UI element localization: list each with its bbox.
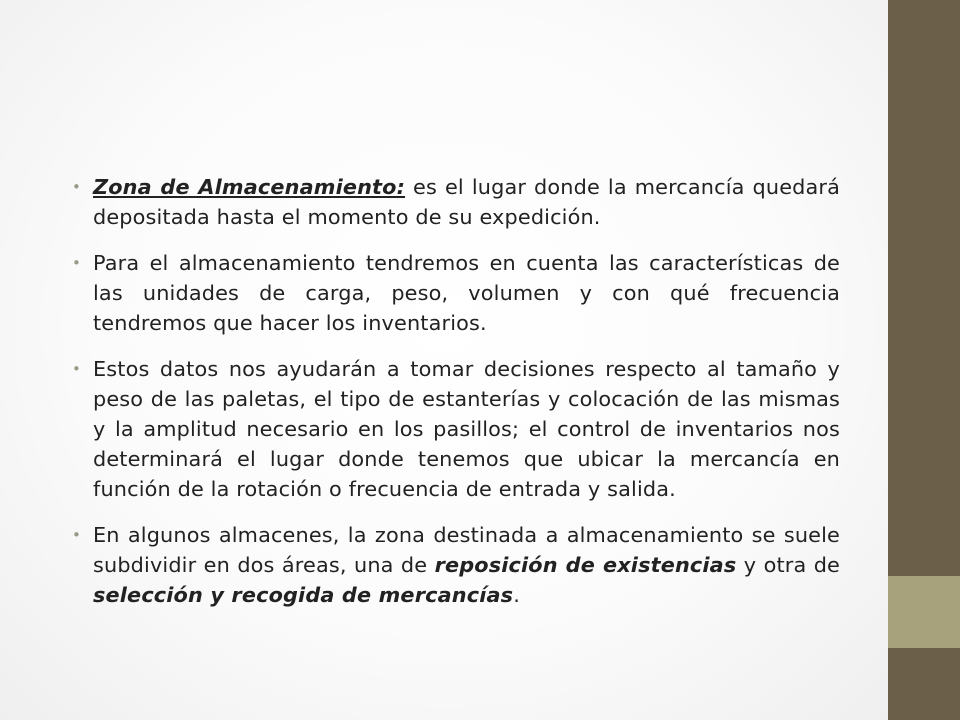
sidebar-accent-block	[888, 576, 960, 648]
bullet-item-subdivision	[72, 520, 840, 610]
bullet-text: Para el almacenamiento tendremos en cuenta las características de las unidades de carga, peso, volumen y con qué frecuencia tendremos que hacer los inventarios.	[93, 251, 840, 335]
bullet-text: .	[513, 583, 520, 607]
term-reposicion: reposición de existencias	[434, 553, 737, 577]
bullet-text: es el lugar donde la mercancía quedará depositada hasta el momento de su expedición.	[93, 175, 840, 229]
bullet-icon: •	[72, 360, 81, 378]
bullet-item-caracteristicas	[72, 248, 840, 338]
bullet-text: En algunos almacenes, la zona destinada a almacenamiento se suele subdividir en dos áreas, una de	[93, 523, 840, 577]
bullet-item-zona-almacenamiento	[72, 172, 840, 232]
bullet-item-decisiones	[72, 354, 840, 504]
term-seleccion: selección y recogida de mercancías	[93, 583, 514, 607]
bullet-icon: •	[72, 178, 81, 196]
term-zona-almacenamiento: Zona de Almacenamiento:	[93, 175, 406, 199]
slide-content	[72, 172, 840, 626]
bullet-list	[72, 172, 840, 610]
bullet-text: Estos datos nos ayudarán a tomar decisiones respecto al tamaño y peso de las paletas, el tipo de estanterías y colocación de las mismas y la amplitud necesario en los pasillos; el control de inventarios nos determinará el lugar donde tenemos que ubicar la mercancía en función de la rotación o frecuencia de entrada y salida.	[93, 357, 840, 501]
bullet-icon: •	[72, 526, 81, 544]
bullet-text: y otra de	[736, 553, 841, 577]
bullet-icon: •	[72, 254, 81, 272]
